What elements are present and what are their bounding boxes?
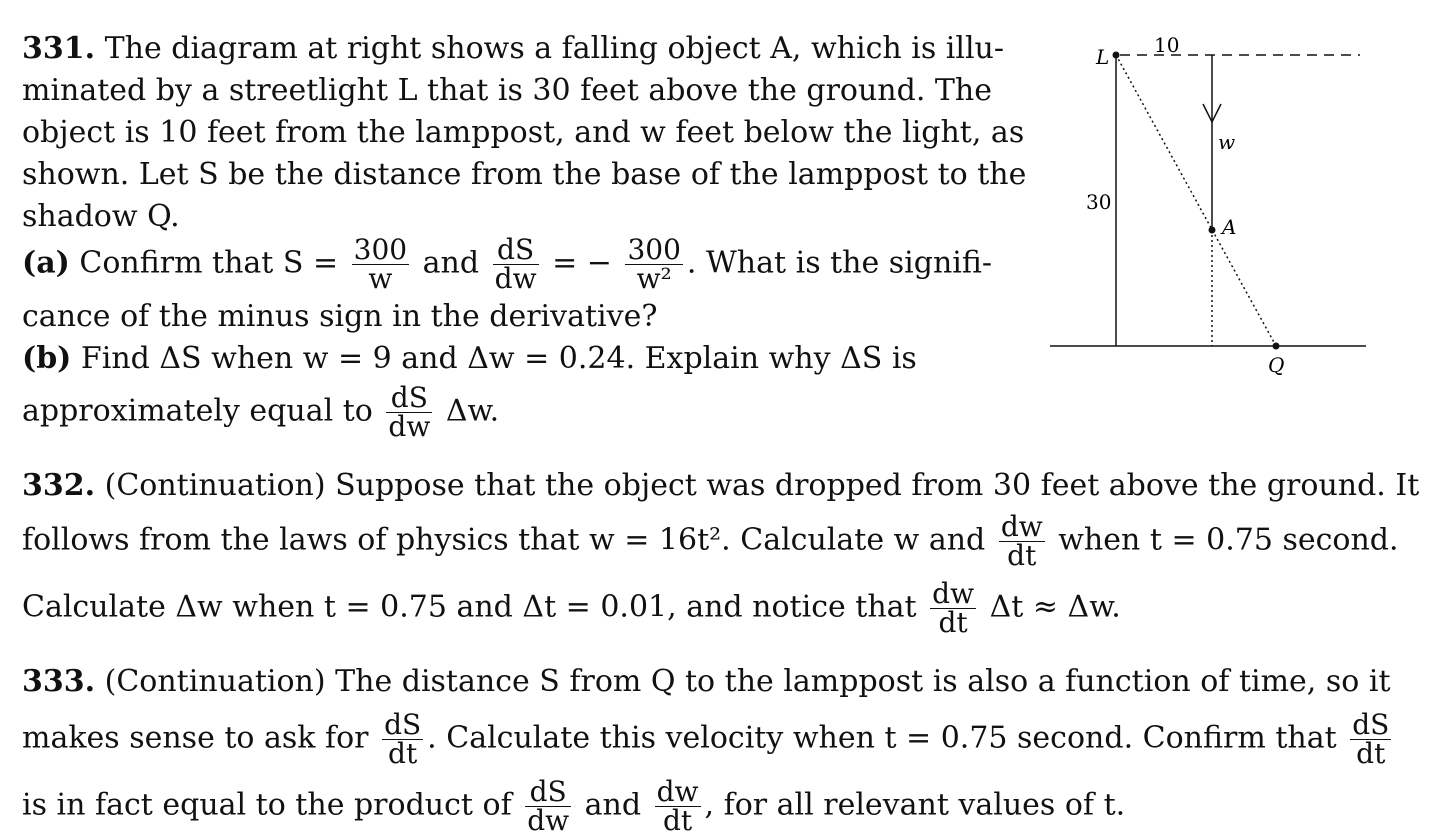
- p332-text-2b: when t = 0.75 second.: [1058, 522, 1399, 558]
- p333-text-1: (Continuation) The distance S from Q to the lamppost is also a function of time, so it: [104, 664, 1391, 699]
- p331-line-1: [22, 30, 1004, 68]
- p331-part-a-line-2: cance of the minus sign in the derivative?: [22, 299, 658, 334]
- fraction-dS-dt-1: $\frac{dS}{dt}$: [384, 708, 422, 770]
- p333-line-3: [22, 775, 1126, 837]
- label-L: L: [1096, 45, 1110, 69]
- fraction-dS-dw-c: $\frac{dS}{dw}$: [527, 775, 570, 837]
- p333-text-3b: and: [584, 787, 642, 823]
- p333-text-2a: makes sense to ask for: [22, 720, 369, 756]
- part-a-text-1: Confirm that S =: [79, 245, 339, 281]
- fraction-dS-dw: $\frac{dS}{dw}$: [494, 233, 537, 295]
- p331-text-1: The diagram at right shows a falling object A, which is illu-: [104, 31, 1004, 66]
- p331-part-b-line-2: [22, 381, 500, 443]
- p332-number: 332.: [22, 468, 96, 503]
- part-a-label: (a): [22, 245, 70, 281]
- label-A: A: [1222, 215, 1237, 239]
- label-w: w: [1218, 130, 1236, 154]
- p332-line-1: [22, 467, 1419, 505]
- p332-text-3b: Δt ≈ Δw.: [989, 589, 1121, 625]
- part-b-text-2: approximately equal to: [22, 393, 373, 429]
- light-ray-dotted: [1116, 55, 1276, 346]
- p331-line-5: shadow Q.: [22, 199, 180, 234]
- fraction-dw-dt-2: $\frac{dw}{dt}$: [932, 577, 975, 639]
- p332-text-2a: follows from the laws of physics that w = 16t². Calculate w and: [22, 522, 986, 558]
- p331-part-b: [22, 340, 917, 378]
- p332-line-3: [22, 577, 1121, 639]
- p331-number: 331.: [22, 31, 96, 66]
- fraction-300-over-w: $\frac{300}{w}$: [353, 233, 408, 295]
- p333-text-2b: . Calculate this velocity when t = 0.75 second. Confirm that: [427, 720, 1337, 756]
- p333-text-3c: , for all relevant values of t.: [704, 787, 1126, 823]
- p333-line-1: [22, 663, 1391, 701]
- p331-line-4: shown. Let S be the distance from the base of the lamppost to the: [22, 157, 1027, 192]
- p333-line-2: [22, 708, 1395, 770]
- part-b-label: (b): [22, 341, 72, 376]
- fraction-dw-dt-3: $\frac{dw}{dt}$: [656, 775, 699, 837]
- part-b-text-1: Find ΔS when w = 9 and Δw = 0.24. Explain why ΔS is: [80, 341, 917, 376]
- part-a-text-3: = −: [552, 245, 612, 281]
- point-A: [1209, 227, 1216, 234]
- p331-part-a: [22, 233, 993, 295]
- part-a-text-4: . What is the signifi-: [686, 245, 993, 281]
- p331-line-2: minated by a streetlight L that is 30 feet above the ground. The: [22, 73, 992, 108]
- point-L: [1113, 52, 1120, 59]
- point-Q: [1273, 343, 1280, 350]
- p333-number: 333.: [22, 664, 96, 699]
- fraction-dS-dw-b: $\frac{dS}{dw}$: [388, 381, 431, 443]
- label-10: 10: [1154, 33, 1180, 57]
- fraction-dw-dt-1: $\frac{dw}{dt}$: [1000, 510, 1043, 572]
- p332-text-1: (Continuation) Suppose that the object was dropped from 30 feet above the ground. It: [104, 468, 1420, 503]
- part-b-text-3: Δw.: [445, 393, 500, 429]
- p332-line-2: [22, 510, 1399, 572]
- fraction-dS-dt-2: $\frac{dS}{dt}$: [1352, 708, 1390, 770]
- lamppost-diagram: [1040, 20, 1380, 380]
- part-a-text-2: and: [422, 245, 480, 281]
- label-Q: Q: [1268, 353, 1285, 377]
- label-30: 30: [1086, 190, 1112, 214]
- p331-line-3: object is 10 feet from the lamppost, and w feet below the light, as: [22, 115, 1025, 150]
- fraction-300-over-w2: $\frac{300}{\text{w²}}$: [627, 233, 681, 295]
- p333-text-3a: is in fact equal to the product of: [22, 787, 512, 823]
- p332-text-3a: Calculate Δw when t = 0.75 and Δt = 0.01, and notice that: [22, 589, 917, 625]
